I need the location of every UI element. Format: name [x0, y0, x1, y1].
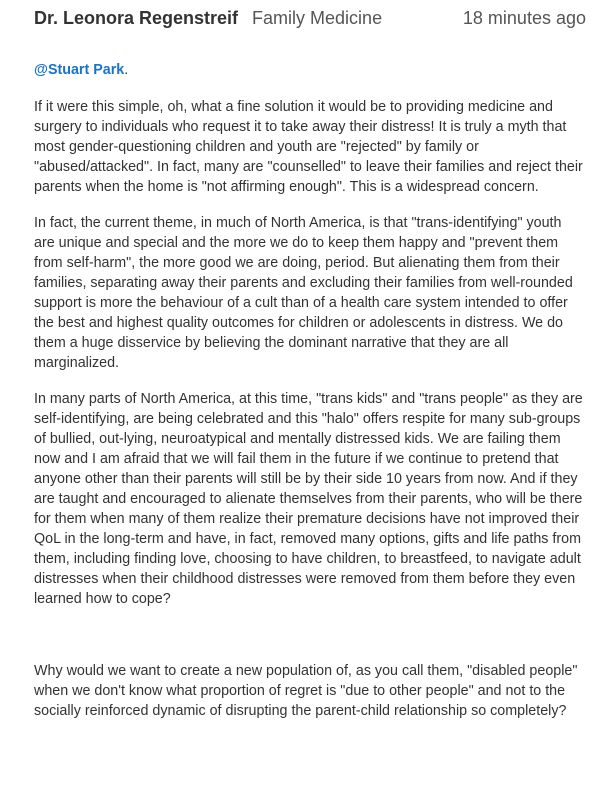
- comment-header: [34, 8, 586, 38]
- comment: [34, 8, 586, 737]
- author-name[interactable]: Dr. Leonora Regenstreif: [34, 8, 239, 28]
- mention-line: [34, 60, 586, 80]
- mention-suffix: .: [124, 62, 129, 78]
- comment-paragraph: In fact, the current theme, in much of North America, is that "trans-identifying" youth are unique and special and the more we do to keep them happy and "prevent them from self-harm", the more good we are doing, period. But alienating them from their families, separating away their parents and excluding their families from well-rounded support is more the behaviour of a cult than of a health care system intended to offer the best and highest quality outcomes for children or adolescents in distress. We do them a huge disservice by believing the dominant narrative that they are all marginalized.: [34, 215, 573, 371]
- comment-timestamp: 18 minutes ago: [462, 8, 586, 28]
- author-specialty: Family Medicine: [252, 8, 383, 28]
- comment-paragraph: Why would we want to create a new population of, as you call them, "disabled people" when we don't know what proportion of regret is "due to other people" and not to the socially reinforced dynamic of disrupting the parent-child relationship so completely?: [34, 663, 578, 719]
- comment-paragraph: In many parts of North America, at this time, "trans kids" and "trans people" as they are self-identifying, are being celebrated and this "halo" offers respite for many sub-groups of bullied, out-lying, neuroatypical and mentally distressed kids. We are failing them now and I am afraid that we will fail them in the future if we continue to pretend that anyone other than their parents will still be by their side 10 years from now. And if they are taught and encouraged to alienate themselves from their parents, who will be there for them when many of them realize their premature decisions have not improved their QoL in the long-term and have, in fact, removed many options, gifts and life paths from them, including finding love, choosing to have children, to breastfeed, to navigate adult distresses when their childhood distresses were removed from them before they even learned how to cope?: [34, 391, 583, 607]
- user-mention-link[interactable]: @Stuart Park: [34, 62, 125, 78]
- comment-paragraph: If it were this simple, oh, what a fine solution it would be to providing medicine and surgery to individuals who request it to take away their distress! It is truly a myth that most gender-questioning children and youth are "rejected" by family or "abused/attacked". In fact, many are "counselled" to leave their families and reject their parents when the home is "not affirming enough". This is a widespread concern.: [34, 99, 583, 195]
- comment-body: [34, 60, 586, 721]
